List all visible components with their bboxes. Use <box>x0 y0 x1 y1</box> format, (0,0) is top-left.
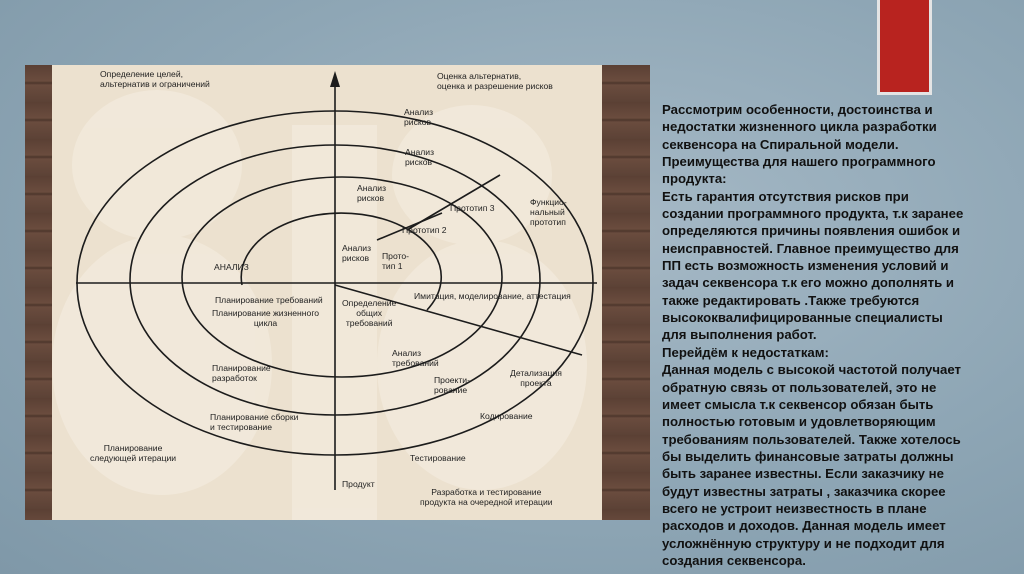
quadrant-label-development: Разработка и тестирование продукта на очередной итерации <box>420 487 553 507</box>
testing-label: Тестирование <box>410 453 466 463</box>
integration-planning-label: Планирование сборки и тестирование <box>210 412 299 432</box>
quadrant-label-objectives: Определение целей, альтернатив и ограничений <box>100 69 210 89</box>
functional-prototype-label: Функцио- нальный прототип <box>530 197 567 227</box>
requirements-planning-label: Планирование требований <box>215 295 323 305</box>
analysis-label: АНАЛИЗ <box>214 262 249 272</box>
requirements-analysis-label: Анализ требований <box>392 348 439 368</box>
lifecycle-planning-label: Планирование жизненного цикла <box>212 308 320 328</box>
quadrant-label-risk-evaluation: Оценка альтернатив, оценка и разрешение рисков <box>437 71 553 91</box>
prototype-1-label: Прото- тип 1 <box>382 251 410 271</box>
prototype-2-label: Прототип 2 <box>402 225 447 235</box>
product-label: Продукт <box>342 479 375 489</box>
design-label: Проекти- рование <box>434 375 470 395</box>
quadrant-label-next-iteration: Планирование следующей итерации <box>90 443 177 463</box>
general-requirements-label: Определение общих требований <box>342 298 397 328</box>
spiral-model-diagram <box>52 65 602 520</box>
risk-analysis-label-2: Анализ рисков <box>357 183 387 203</box>
risk-analysis-label-3: Анализ рисков <box>405 147 435 167</box>
risk-analysis-label-4: Анализ рисков <box>404 107 434 127</box>
detailing-label: Детализация проекта <box>510 368 562 388</box>
coding-label: Кодирование <box>480 411 533 421</box>
imitation-label: Имитация, моделирование, аттестация <box>414 291 571 301</box>
risk-analysis-label-1: Анализ рисков <box>342 243 372 263</box>
prototype-3-label: Прототип 3 <box>450 203 495 213</box>
development-planning-label: Планирование разработок <box>212 363 271 383</box>
axis-arrow-icon <box>330 71 340 87</box>
slide-body-text: Рассмотрим особенности, достоинства и недостатки жизненного цикла разработки секвенсора на Спиральной модели. Преимущества для нашего программного продукта: Есть гарантия отсутствия рисков при создании программного продукта, т.к заранее определяются причины появления ошибок и неисправностей. Главное преимущество для ПП есть возможность изменения условий и задач секвенсора т.к его можно дополнять и также редактировать .Также требуются высококвалифицированные специалисты для выполнения работ. Перейдём к недостаткам: Данная модель с высокой частотой получает обратную связь от пользователей, это не имеет смысла т.к секвенсор обязан быть полностью готовым и удовлетворяющим требованиям пользователей. Также хотелось бы выделить финансовые затраты должны быть заранее известны. Если заказчику не будут известны затраты , заказчика скорее всего не устроит неизвестность в плане расходов и доходов. Данная модель имеет усложнённую структуру и не подходит для создания секвенсора. <box>662 102 964 568</box>
accent-bar <box>877 0 932 95</box>
